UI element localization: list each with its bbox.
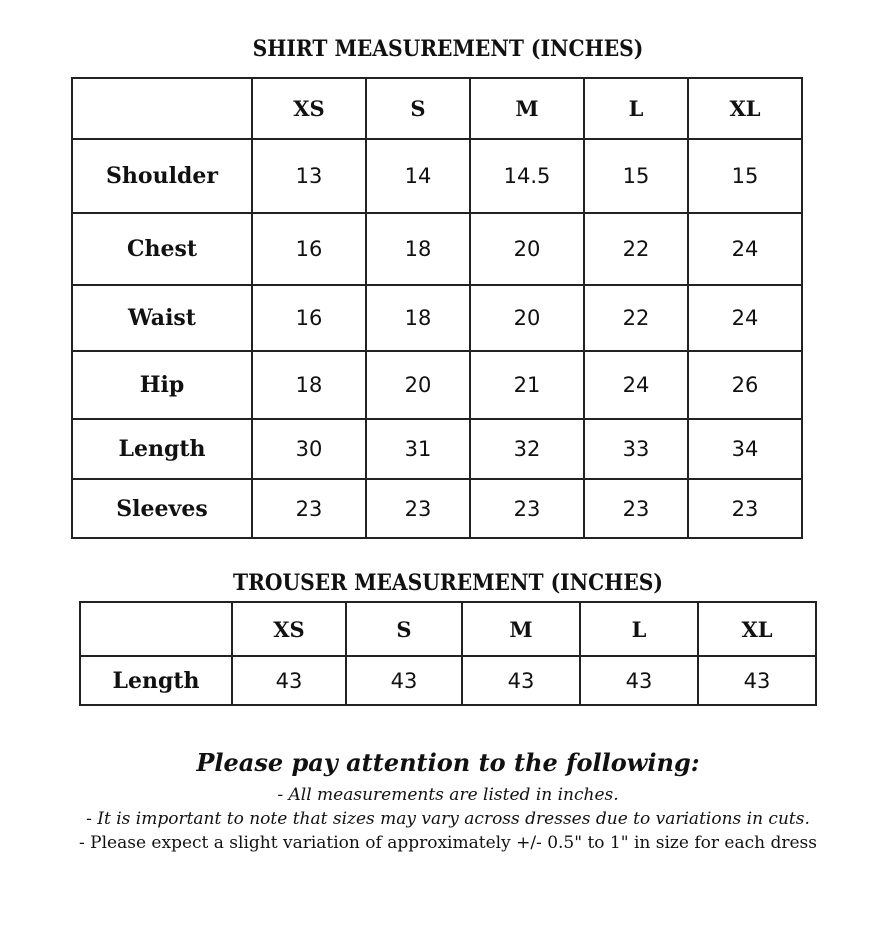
shirt-table-title: SHIRT MEASUREMENT (INCHES) — [252, 36, 644, 62]
table-cell: 21 — [470, 351, 584, 419]
table-cell: 20 — [366, 351, 470, 419]
table-cell: 15 — [688, 139, 802, 213]
table-row — [72, 285, 802, 351]
table-cell: 18 — [366, 285, 470, 351]
size-header: S — [366, 78, 470, 139]
table-row — [72, 351, 802, 419]
table-cell: 16 — [252, 213, 366, 285]
row-label: Shoulder — [72, 139, 252, 213]
table-cell: 18 — [252, 351, 366, 419]
table-cell: 26 — [688, 351, 802, 419]
table-cell: 15 — [584, 139, 688, 213]
notes-heading: Please pay attention to the following: — [196, 748, 700, 777]
table-cell: 23 — [584, 479, 688, 538]
table-cell: 16 — [252, 285, 366, 351]
size-header: L — [580, 602, 698, 656]
row-label: Chest — [72, 213, 252, 285]
table-cell: 23 — [688, 479, 802, 538]
size-header: S — [346, 602, 462, 656]
table-cell: 14.5 — [470, 139, 584, 213]
note-line: - It is important to note that sizes may vary across dresses due to variations in cuts. — [86, 809, 810, 829]
table-row — [80, 656, 816, 705]
table-cell: 22 — [584, 285, 688, 351]
table-cell: 13 — [252, 139, 366, 213]
table-cell: 14 — [366, 139, 470, 213]
row-label: Hip — [72, 351, 252, 419]
table-cell: 33 — [584, 419, 688, 479]
table-cell: 43 — [698, 656, 816, 705]
size-header: XL — [698, 602, 816, 656]
note-line: - All measurements are listed in inches. — [277, 785, 619, 805]
corner-cell — [80, 602, 232, 656]
table-cell: 43 — [232, 656, 346, 705]
size-header: M — [470, 78, 584, 139]
row-label: Length — [80, 656, 232, 705]
table-cell: 32 — [470, 419, 584, 479]
table-row — [72, 479, 802, 538]
table-cell: 23 — [366, 479, 470, 538]
trouser-table-title: TROUSER MEASUREMENT (INCHES) — [233, 570, 663, 596]
table-cell: 24 — [584, 351, 688, 419]
row-label: Sleeves — [72, 479, 252, 538]
table-cell: 31 — [366, 419, 470, 479]
table-cell: 43 — [462, 656, 580, 705]
table-cell: 18 — [366, 213, 470, 285]
table-row — [72, 419, 802, 479]
row-label: Length — [72, 419, 252, 479]
table-cell: 23 — [470, 479, 584, 538]
table-cell: 24 — [688, 285, 802, 351]
table-cell: 43 — [580, 656, 698, 705]
table-cell: 30 — [252, 419, 366, 479]
table-header-row — [80, 602, 816, 656]
size-header: M — [462, 602, 580, 656]
table-cell: 20 — [470, 213, 584, 285]
table-cell: 20 — [470, 285, 584, 351]
table-cell: 23 — [252, 479, 366, 538]
table-row — [72, 213, 802, 285]
table-cell: 43 — [346, 656, 462, 705]
size-header: L — [584, 78, 688, 139]
table-cell: 34 — [688, 419, 802, 479]
size-header: XL — [688, 78, 802, 139]
note-line: - Please expect a slight variation of approximately +/- 0.5" to 1" in size for each dress — [79, 833, 817, 853]
corner-cell — [72, 78, 252, 139]
shirt-measurement-table — [71, 77, 803, 539]
table-header-row — [72, 78, 802, 139]
trouser-measurement-table — [79, 601, 817, 706]
row-label: Waist — [72, 285, 252, 351]
size-header: XS — [232, 602, 346, 656]
table-cell: 24 — [688, 213, 802, 285]
table-row — [72, 139, 802, 213]
table-cell: 22 — [584, 213, 688, 285]
size-header: XS — [252, 78, 366, 139]
